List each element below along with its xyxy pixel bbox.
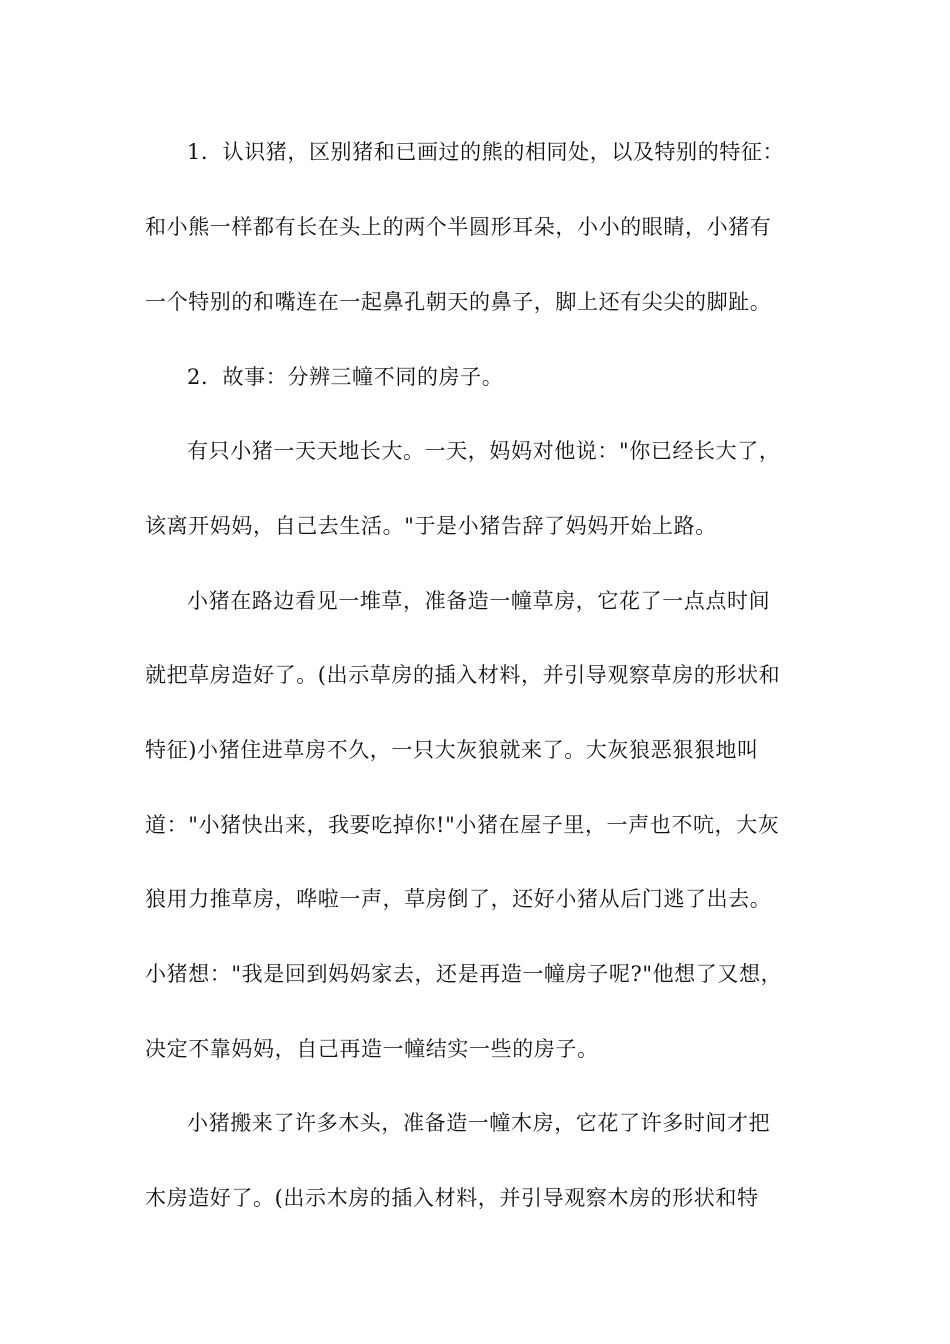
text-line: 该离开妈妈，自己去生活。"于是小猪告辞了妈妈开始上路。 [145,514,717,538]
text-line: 小猪想："我是回到妈妈家去，还是再造一幢房子呢?"他想了又想， [145,962,783,986]
text-line: 决定不靠妈妈，自己再造一幢结实一些的房子。 [145,1037,599,1061]
text-line: 小猪搬来了许多木头，准备造一幢木房，它花了许多时间才把 [187,1111,771,1135]
text-line: 特征)小猪住进草房不久，一只大灰狼就来了。大灰狼恶狠狠地叫 [145,738,759,762]
text-line: 就把草房造好了。(出示草房的插入材料，并引导观察草房的形状和 [145,663,781,687]
text-line: 2．故事：分辨三幢不同的房子。 [187,365,504,389]
text-line: 木房造好了。(出示木房的插入材料，并引导观察木房的形状和特 [145,1186,759,1210]
text-line: 狼用力推草房，哗啦一声，草房倒了，还好小猪从后门逃了出去。 [145,887,772,911]
text-line: 一个特别的和嘴连在一起鼻孔朝天的鼻子，脚上还有尖尖的脚趾。 [145,290,772,314]
text-line: 和小熊一样都有长在头上的两个半圆形耳朵，小小的眼睛，小猪有 [145,215,772,239]
text-line: 道："小猪快出来，我要吃掉你!"小猪在屋子里，一声也不吭，大灰 [145,813,780,837]
text-line: 有只小猪一天天地长大。一天，妈妈对他说："你已经长大了， [187,439,781,463]
text-line: 1．认识猪，区别猪和已画过的熊的相同处，以及特别的特征： [187,140,785,164]
text-line: 小猪在路边看见一堆草，准备造一幢草房，它花了一点点时间 [187,589,771,613]
